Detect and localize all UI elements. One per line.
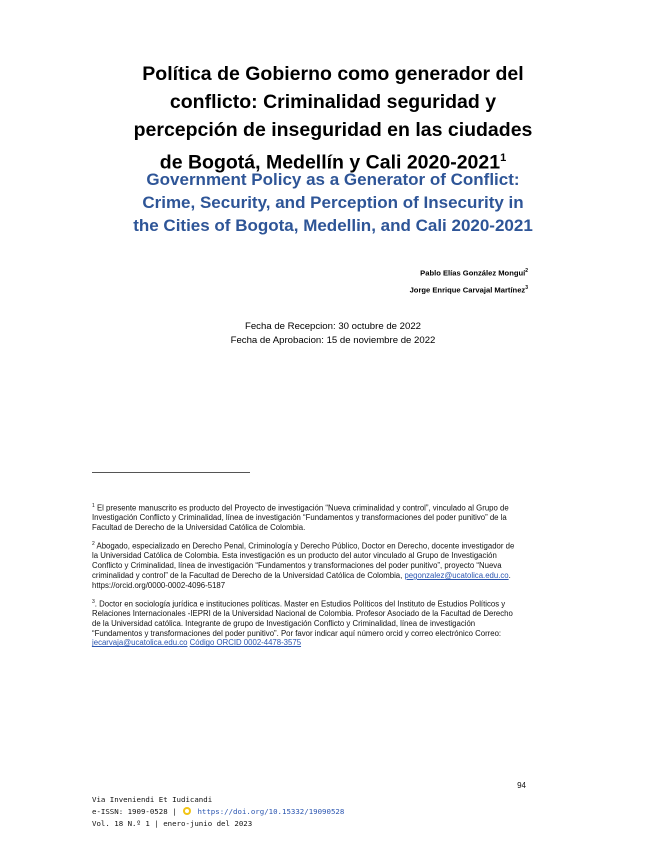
journal-issn-row: [92, 806, 344, 818]
footnote-1: [92, 502, 522, 533]
doi-icon: [183, 807, 191, 815]
footnote-3-mark: 3: [92, 598, 95, 605]
footnote-2-email-link[interactable]: pegonzalez@ucatolica.edu.co: [404, 570, 509, 580]
submission-dates: [150, 320, 516, 348]
author-list: [410, 264, 528, 297]
approved-date: Fecha de Aprobacion: 15 de noviembre de 2022: [230, 335, 436, 346]
journal-doi-link[interactable]: https://doi.org/10.15332/19090528: [197, 807, 345, 816]
footnote-divider: [92, 472, 250, 473]
received-date: Fecha de Recepcion: 30 octubre de 2022: [244, 321, 421, 332]
footnote-2-orcid: https://orcid.org/0000-0002-4096-5187: [92, 580, 226, 590]
author-1: [410, 264, 528, 281]
footnote-1-text: El presente manuscrito es producto del Proyecto de investigación “Nueva criminalidad y control”, vinculado al Grupo de Investigación Conflicto y Criminalidad, línea de investigación “Fundamentos y transformaciones del poder punitivo” de la Facultad de Derecho de la Universidad Católica de Colombia.: [92, 503, 509, 533]
spanish-title-line-1: Política de Gobierno como generador del: [142, 63, 524, 85]
english-title-line-3: the Cities of Bogota, Medellin, and Cali 2020-2021: [133, 216, 533, 235]
english-title-line-1: Government Policy as a Generator of Conflict:: [146, 170, 520, 189]
author-2-footnote-mark[interactable]: 3: [525, 284, 528, 291]
english-title-line-2: Crime, Security, and Perception of Insecurity in: [142, 193, 524, 212]
footnotes: [92, 502, 522, 655]
spanish-title-line-2: conflicto: Criminalidad seguridad y: [169, 91, 497, 113]
author-2-name: Jorge Enrique Carvajal Martínez: [409, 285, 526, 295]
spanish-title-line-3: percepción de inseguridad en las ciudades: [133, 119, 533, 141]
footnote-2-mark: 2: [92, 540, 95, 547]
spanish-title: [60, 60, 606, 177]
footnote-3-orcid-link[interactable]: Código ORCID 0002-4478-3575: [189, 638, 302, 648]
footnote-3-email-link[interactable]: jecarvaja@ucatolica.edu.co: [92, 638, 188, 648]
footnote-3: [92, 598, 522, 649]
footnote-2-text: Abogado, especializado en Derecho Penal, Criminología y Derecho Público, Doctor en Derecho, docente investigador de la Universidad Católica de Colombia. Esta investigación es un producto del autor vinculado al Grupo de Investigación Conflicto y Criminalidad, línea de investigación “Fundamentos y transformaciones del poder punitivo”, proyecto “Nueva criminalidad y control” de la Facultad de Derecho de la Universidad Católica de Colombia,: [92, 541, 515, 580]
footnote-3-text: . Doctor en sociología jurídica e instituciones políticas. Master en Estudios Políticos del Instituto de Estudios Políticos y Relaciones Internacionales -IEPRI de la Universidad Nacional de Colombia. Profesor Asociado de la Facultad de Derecho de la Universidad católica. Integrante de grupo de Investigación Conflicto y Criminalidad, línea de investigación “Fundamentos y transformaciones del poder punitivo”. Por favor indicar aquí número orcid y correo electrónico Correo:: [92, 599, 513, 638]
title-footnote-mark[interactable]: 1: [500, 152, 507, 164]
author-1-footnote-mark[interactable]: 2: [525, 268, 528, 274]
journal-footer: [92, 794, 344, 830]
footnote-2: [92, 540, 522, 591]
footnote-2-period: .: [508, 570, 511, 580]
journal-volume: Vol. 18 N.º 1 | enero-junio del 2023: [92, 819, 253, 828]
author-1-name: Pablo Elías González Monguí: [420, 268, 526, 278]
spanish-title-line-4-text: de Bogotá, Medellín y Cali 2020-2021: [159, 151, 501, 174]
author-2: [410, 281, 528, 298]
footnote-1-mark: 1: [92, 503, 95, 509]
journal-issn: e-ISSN: 1909-0528 |: [92, 807, 181, 816]
page-number: 94: [517, 781, 526, 790]
journal-name: Via Inveniendi Et Iudicandi: [92, 795, 213, 804]
english-title: [60, 168, 606, 237]
